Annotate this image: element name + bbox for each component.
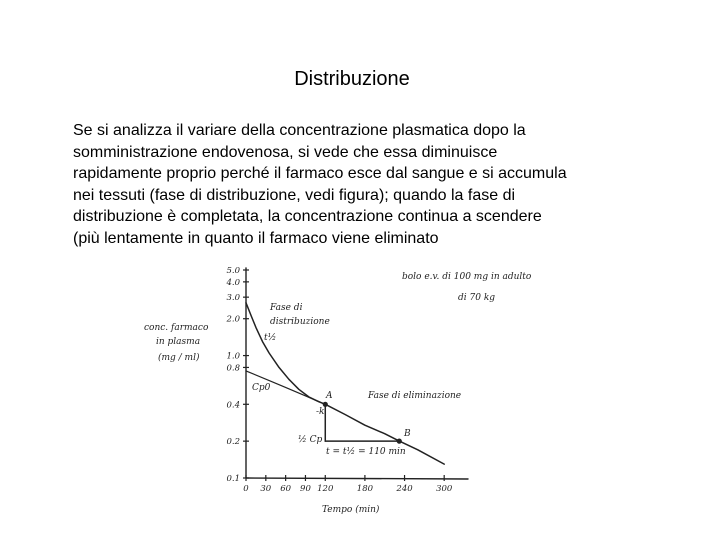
y-tick-label: 0.8 [226,363,240,374]
paragraph-line: nei tessuti (fase di distribuzione, vedi figura); quando la fase di [73,186,516,204]
half-conc-label: ½ Cp [298,435,323,445]
y-axis-label-line: conc. farmaco [144,323,209,333]
phase-distribution-label: distribuzione [270,317,330,327]
y-tick-label: 0.4 [226,400,240,411]
interval-label: t = t½ = 110 min [326,447,406,457]
point-b [397,439,402,444]
y-axis-label-line: (mg / ml) [158,353,200,363]
x-tick-label: 90 [300,484,311,494]
cp0-label: Cp0 [252,383,271,393]
phase-distribution-label: Fase di [270,303,303,313]
figure-header-line: di 70 kg [458,293,496,303]
x-axis [246,478,468,479]
phase-elimination-label: Fase di eliminazione [368,391,462,401]
point-b-label: B [404,429,411,439]
x-tick-label: 0 [243,484,249,494]
y-tick-label: 4.0 [226,277,240,288]
x-tick-label: 120 [317,484,334,494]
point-a-label: A [326,391,333,401]
y-tick-label: 1.0 [226,351,240,362]
x-tick-label: 180 [356,484,374,494]
paragraph-line: somministrazione endovenosa, si vede che essa diminuisce [73,143,498,161]
half-life-label: t½ [264,333,277,343]
x-tick-label: 240 [396,484,413,494]
paragraph-line: Se si analizza il variare della concentrazione plasmatica dopo la [73,122,526,139]
y-tick-label: 0.1 [226,474,240,484]
x-tick-label: 30 [260,484,272,494]
paragraph-line: rapidamente proprio perché il farmaco esce dal sangue e si accumula [73,165,567,182]
x-tick-label: 300 [436,484,453,494]
pharmacokinetic-figure [140,262,560,524]
x-axis-label: Tempo (min) [322,505,380,515]
figure-header-line: bolo e.v. di 100 mg in adulto [402,272,532,282]
y-axis-label-line: in plasma [156,337,201,347]
y-tick-label: 0.2 [226,437,240,448]
y-tick-label: 5.0 [226,266,240,276]
page-title: Distribuzione [294,68,410,90]
y-tick-label: 2.0 [226,314,240,325]
paragraph-line: distribuzione è completata, la concentrazione continua a scendere [73,208,542,225]
body-paragraph [73,120,673,249]
paragraph-line: (più lentamente in quanto il farmaco viene eliminato [73,229,439,247]
x-tick-label: 60 [280,484,292,494]
slope-label: -k [316,407,325,417]
y-tick-label: 3.0 [226,293,240,304]
